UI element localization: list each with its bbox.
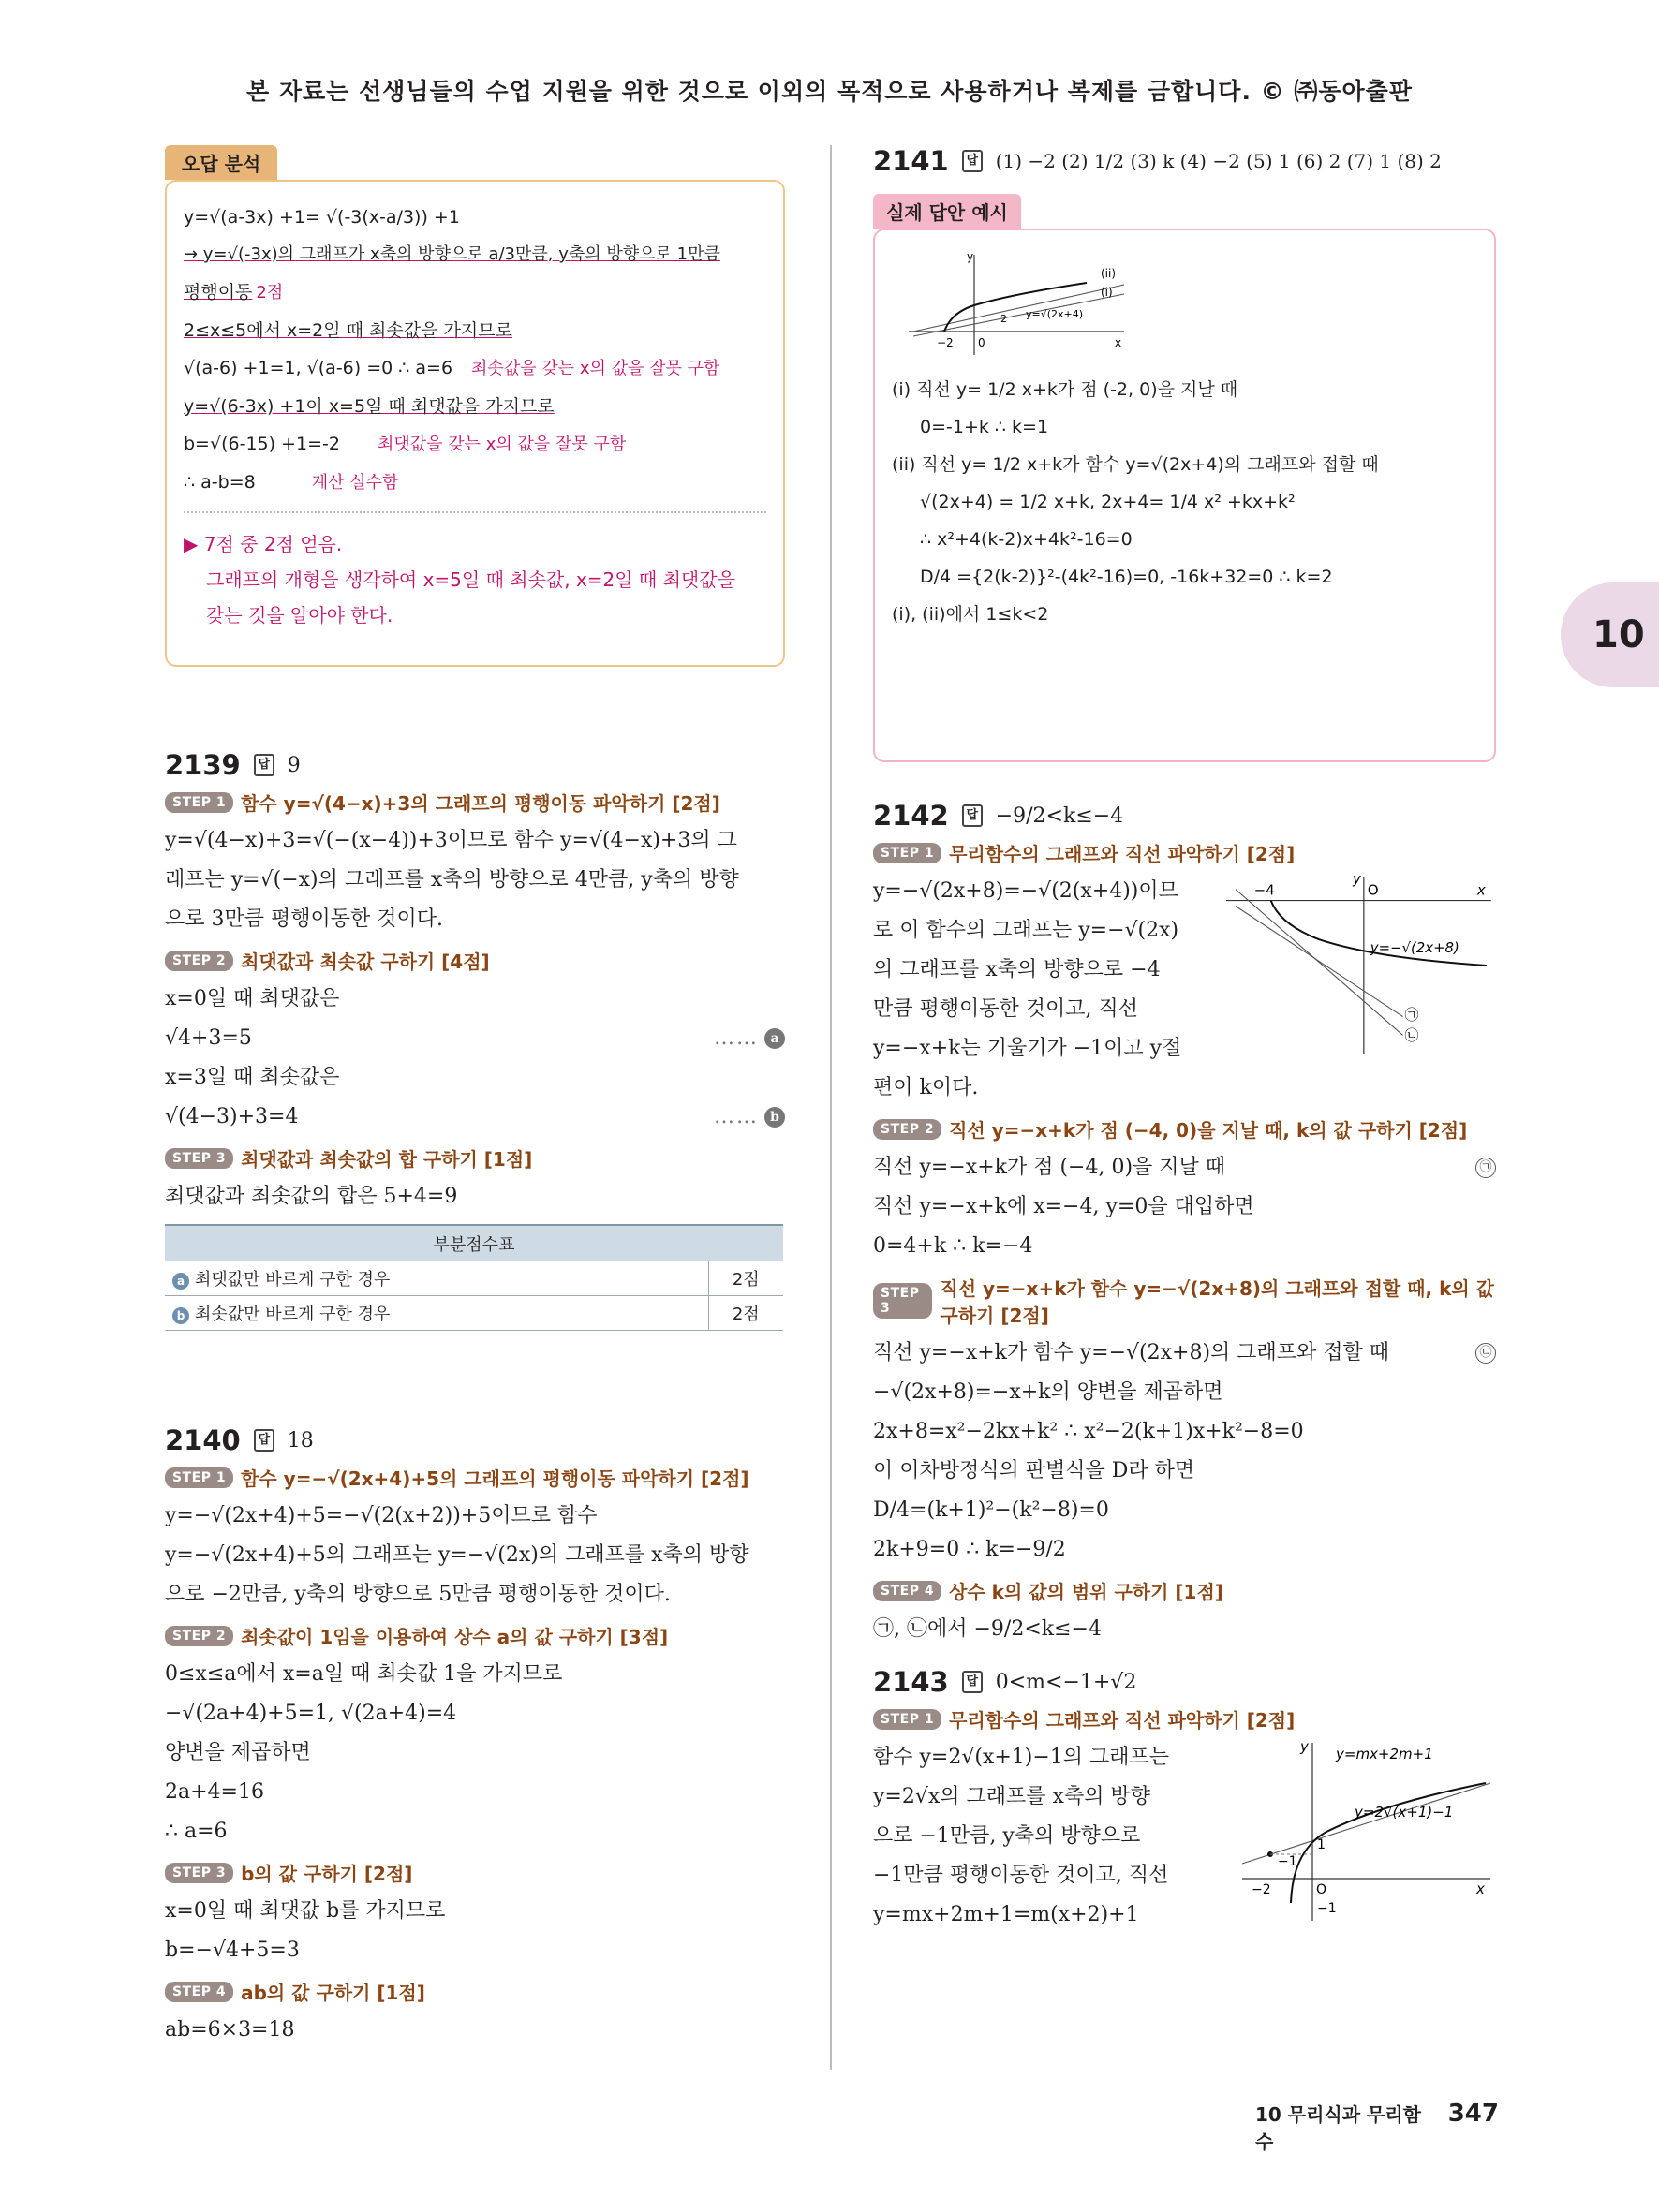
label-ii: (ii) [1101,267,1117,280]
chapter-title: 10 무리식과 무리함수 [1255,2103,1421,2153]
page-footer [1255,2100,1499,2154]
solution-line: 으로 −2만큼, y축의 방향으로 5만큼 평행이동한 것이다. [165,1583,671,1606]
hw-line: ∴ x²+4(k-2)x+4k²-16=0 [920,529,1133,550]
error-analysis-section [165,145,785,667]
label-line: y=mx+2m+1 [1336,1746,1433,1762]
label-circled-1: ㉠ [1404,1006,1419,1024]
solution-line: y=2√x의 그래프를 x축의 방향 [873,1785,1150,1808]
step-title: 직선 y=−x+k가 함수 y=−√(2x+8)의 그래프와 접할 때, k의 값 구하기 [2점] [940,1277,1494,1327]
solution-line: 0≤x≤a에서 x=a일 때 최솟값 1을 가지므로 [165,1662,563,1686]
row-mark: b [172,1307,189,1324]
note-2pts: 2점 [256,283,284,302]
graph-2143 [1223,1738,1495,1925]
problem-2143 [873,1666,1496,1935]
solution-line: 으로 −1만큼, y축의 방향으로 [873,1824,1141,1848]
step-badge: STEP 1 [165,1467,233,1488]
curve-sqrt [944,283,1087,332]
label-neg1-x: −1 [1278,1854,1297,1869]
solution-line: ∴ a=6 [165,1820,228,1843]
example-answer-box [873,229,1496,762]
solution-line: D/4=(k+1)²−(k²−8)=0 [873,1498,1109,1522]
hw-line-1: y=√(a-3x) +1= √(-3(x-a/3)) +1 [184,207,460,228]
label-neg2: −2 [1252,1882,1271,1897]
table-header: 부분점수표 [165,1225,783,1261]
marker-circled-2: ㉡ [1475,1343,1496,1364]
hw-line: (i), (ii)에서 1≤k<2 [892,604,1049,625]
hw-line: 0=-1+k ∴ k=1 [920,417,1049,437]
dotted-divider [184,511,766,513]
solution-line: 0=4+k ∴ k=−4 [873,1234,1033,1258]
left-column [165,145,785,2050]
hw-line: D/4 ={2(k-2)}²-(4k²-16)=0, -16k+32=0 ∴ k=2 [920,567,1333,587]
table-row [165,1296,783,1331]
step-badge: STEP 3 [873,1283,932,1319]
label-x: x [1476,1880,1485,1897]
step-title: 직선 y=−x+k가 점 (−4, 0)을 지날 때, k의 값 구하기 [2점] [949,1119,1468,1142]
hw-line-3: 평행이동 [184,282,253,302]
solution-line: y=−x+k는 기울기가 −1이고 y절 [873,1037,1182,1060]
solution-line: 양변을 제곱하면 [165,1741,311,1764]
solution-line: 2a+4=16 [165,1780,264,1804]
label-neg1-y: −1 [1317,1901,1337,1916]
hw-line-6: y=√(6-3x) +1이 x=5일 때 최댓값을 가지므로 [184,396,555,417]
chapter-side-tab: 10 [1561,582,1659,687]
label-1: 1 [1317,1837,1326,1852]
hw-line-7: b=√(6-15) +1=-2 [184,434,340,454]
step-title: 최솟값이 1임을 이용하여 상수 a의 값 구하기 [3점] [241,1626,669,1648]
label-origin: 0 [978,336,985,349]
line-b [1236,906,1403,1016]
solution-line: 2x+8=x²−2kx+k² ∴ x²−2(k+1)x+k²−8=0 [873,1420,1304,1443]
label-2: 2 [1000,313,1007,325]
label-neg2: −2 [937,336,954,349]
solution-line: y=√(4−x)+3=√(−(x−4))+3이므로 함수 y=√(4−x)+3의 그 [165,829,737,852]
solution-line: 최댓값과 최솟값의 합은 5+4=9 [165,1185,458,1208]
label-x: x [1115,336,1122,349]
label-i: (i) [1101,286,1113,299]
step-title: 함수 y=−√(2x+4)+5의 그래프의 평행이동 파악하기 [2점] [241,1467,749,1490]
step-title: b의 값 구하기 [2점] [241,1863,413,1885]
answer-icon: 답 [254,754,274,776]
answer-value: (1) −2 (2) 1/2 (3) k (4) −2 (5) 1 (6) 2 (7) 1 (8) 2 [995,150,1442,172]
label-curve: y=2√(x+1)−1 [1355,1804,1454,1821]
step-title: 함수 y=√(4−x)+3의 그래프의 평행이동 파악하기 [2점] [241,792,720,815]
step-badge: STEP 1 [165,792,233,813]
step-badge: STEP 1 [873,843,941,863]
note-min-wrong: 최솟값을 갖는 x의 값을 잘못 구함 [471,359,720,378]
step-title: 최댓값과 최솟값 구하기 [4점] [241,951,490,973]
partial-score-table [165,1224,783,1331]
note-max-wrong: 최댓값을 갖는 x의 값을 잘못 구함 [377,435,627,454]
solution-line: 직선 y=−x+k가 함수 y=−√(2x+8)의 그래프와 접할 때 [873,1341,1390,1364]
right-column [873,145,1496,1935]
marker-a: …… a [714,1019,785,1058]
solution-line: 의 그래프를 x축의 방향으로 −4 [873,958,1161,981]
solution-line: x=3일 때 최솟값은 [165,1066,340,1089]
example-answer-tag: 실제 답안 예시 [873,194,1021,229]
problem-number: 2143 [873,1666,949,1698]
column-divider [830,145,832,2070]
error-analysis-box [165,180,785,667]
hw-line-5: √(a-6) +1=1, √(a-6) =0 ∴ a=6 [184,358,453,378]
copyright-notice: 본 자료는 선생님들의 수업 지원을 위한 것으로 이외의 목적으로 사용하거나 복제를 금합니다. © ㈜동아출판 [246,78,1413,105]
label-neg4: −4 [1254,881,1275,899]
step-badge: STEP 3 [165,1863,233,1883]
solution-line: 함수 y=2√(x+1)−1의 그래프는 [873,1746,1170,1769]
solution-line: x=0일 때 최댓값 b를 가지므로 [165,1899,446,1923]
row-points: 2점 [708,1261,783,1296]
row-mark: a [172,1273,189,1290]
solution-line: y=−√(2x+8)=−√(2(x+4))이므 [873,879,1178,903]
label-circled-2: ㉡ [1404,1026,1419,1044]
line-a [1236,890,1403,1036]
problem-number: 2140 [165,1424,241,1456]
step-badge: STEP 2 [873,1119,941,1140]
hw-line-8: ∴ a-b=8 [184,472,256,493]
hw-line-2: → y=√(-3x)의 그래프가 x축의 방향으로 a/3만큼, y축의 방향으로 1만큼 [184,244,720,264]
label-curve: y=−√(2x+8) [1370,939,1460,957]
table-row [165,1261,783,1296]
answer-icon: 답 [962,150,983,172]
summary-line-1: ▶ 7점 중 2점 얻음. [184,533,343,555]
solution-line: ab=6×3=18 [165,2018,295,2042]
solution-line: 직선 y=−x+k에 x=−4, y=0을 대입하면 [873,1195,1254,1218]
step-title: ab의 값 구하기 [1점] [241,1982,425,2004]
label-origin: O [1368,881,1379,899]
problem-2140 [165,1424,785,2050]
hw-line: (ii) 직선 y= 1/2 x+k가 함수 y=√(2x+4)의 그래프와 접할 때 [892,454,1379,475]
solution-line: ㉠, ㉡에서 −9/2<k≤−4 [873,1617,1102,1641]
answer-icon: 답 [962,1671,983,1693]
solution-line: √4+3=5 [165,1026,252,1050]
answer-value: 0<m<−1+√2 [995,1670,1137,1694]
hw-line-4: 2≤x≤5에서 x=2일 때 최솟값을 가지므로 [184,320,512,341]
step-badge: STEP 1 [873,1709,941,1730]
solution-line: 으로 3만큼 평행이동한 것이다. [165,907,443,931]
hw-line: (i) 직선 y= 1/2 x+k가 점 (-2, 0)을 지날 때 [892,379,1238,400]
answer-icon: 답 [254,1429,274,1452]
problem-2139 [165,749,785,1331]
row-text: 최댓값만 바르게 구한 경우 [195,1270,391,1290]
step-badge: STEP 2 [165,951,233,971]
step-badge: STEP 4 [165,1982,233,2002]
step-badge: STEP 2 [165,1626,233,1646]
hw-line: √(2x+4) = 1/2 x+k, 2x+4= 1/4 x² +kx+k² [920,492,1296,512]
error-analysis-tag: 오답 분석 [165,145,277,180]
solution-line: b=−√4+5=3 [165,1939,300,1962]
solution-line: y=−√(2x+4)+5=−√(2(x+2))+5이므로 함수 [165,1504,598,1527]
row-points: 2점 [708,1296,783,1331]
problem-number: 2141 [873,145,949,177]
solution-line: 래프는 y=√(−x)의 그래프를 x축의 방향으로 4만큼, y축의 방향 [165,868,739,892]
solution-line: −√(2a+4)+5=1, √(2a+4)=4 [165,1702,457,1725]
marker-circled-1: ㉠ [1475,1158,1496,1178]
answer-icon: 답 [962,804,983,827]
note-calc-mistake: 계산 실수함 [311,473,399,493]
solution-line: 이 이차방정식의 판별식을 D라 하면 [873,1459,1195,1482]
solution-line: √(4−3)+3=4 [165,1105,299,1128]
row-text: 최솟값만 바르게 구한 경우 [195,1305,391,1324]
solution-line: −1만큼 평행이동한 것이고, 직선 [873,1864,1169,1887]
label-y: y [967,250,974,263]
solution-line: 2k+9=0 ∴ k=−9/2 [873,1538,1066,1561]
page-number: 347 [1447,2100,1499,2128]
graph-2142 [1226,872,1496,1059]
line-ii [913,285,1124,332]
problem-number: 2139 [165,749,241,781]
label-x: x [1477,881,1486,899]
step-title: 무리함수의 그래프와 직선 파악하기 [2점] [949,843,1296,865]
step-title: 최댓값과 최솟값의 합 구하기 [1점] [241,1148,533,1171]
solution-line: y=−√(2x+4)+5의 그래프는 y=−√(2x)의 그래프를 x축의 방향 [165,1543,749,1567]
solution-line: 로 이 함수의 그래프는 y=−√(2x) [873,919,1179,942]
answer-value: −9/2<k≤−4 [995,804,1124,828]
solution-line: x=0일 때 최댓값은 [165,987,340,1010]
marker-b: …… b [714,1098,785,1137]
step-badge: STEP 4 [873,1581,941,1601]
problem-2141 [873,145,1496,762]
problem-2142 [873,800,1496,1649]
solution-line: 직선 y=−x+k가 점 (−4, 0)을 지날 때 [873,1156,1226,1179]
problem-number: 2142 [873,800,949,832]
step-badge: STEP 3 [165,1148,233,1169]
summary-line-3: 갖는 것을 알아야 한다. [206,604,393,627]
step-title: 무리함수의 그래프와 직선 파악하기 [2점] [949,1709,1296,1732]
solution-line: y=mx+2m+1=m(x+2)+1 [873,1903,1139,1926]
solution-line: −√(2x+8)=−x+k의 양변을 제곱하면 [873,1380,1223,1404]
summary-line-2: 그래프의 개형을 생각하여 x=5일 때 최솟값, x=2일 때 최댓값을 [206,568,735,591]
label-origin: O [1316,1882,1327,1897]
solution-line: 만큼 평행이동한 것이고, 직선 [873,997,1138,1021]
step-title: 상수 k의 값의 범위 구하기 [1점] [949,1581,1223,1603]
solution-line: 편이 k이다. [873,1076,979,1099]
label-y: y [1353,872,1361,888]
graph-2141 [899,247,1133,360]
label-y: y [1300,1738,1309,1755]
answer-value: 9 [287,753,301,777]
answer-value: 18 [287,1428,314,1453]
line-m [1242,1783,1490,1864]
label-curve: y=√(2x+4) [1026,308,1084,320]
